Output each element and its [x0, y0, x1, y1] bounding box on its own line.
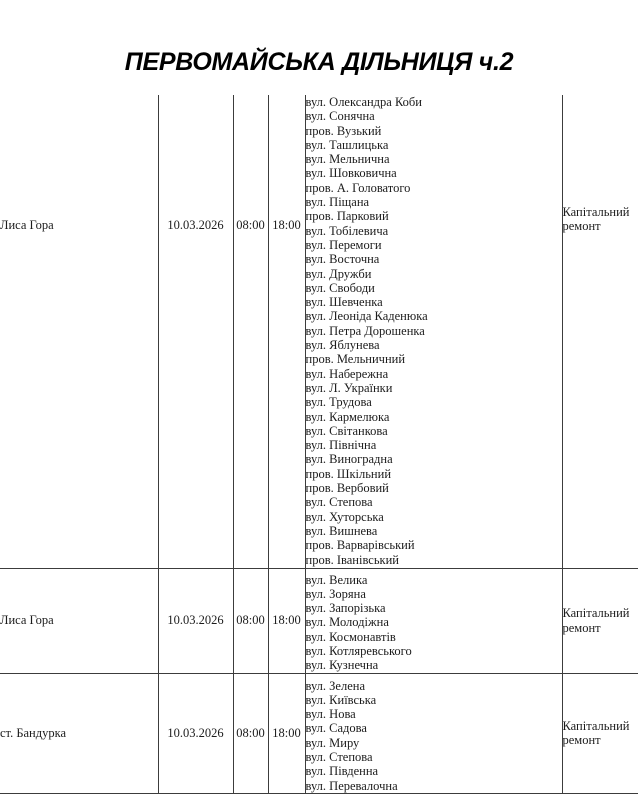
date-cell: 10.03.2026 [158, 673, 233, 793]
street-item: пров. Варварівський [305, 538, 415, 553]
location-cell: Лиса Гора [0, 95, 158, 568]
start-time-cell: 08:00 [233, 568, 268, 673]
street-item: вул. Дружби [305, 266, 372, 281]
street-item: вул. Мельнична [305, 152, 390, 167]
street-item: вул. Хуторська [305, 509, 384, 524]
streets-cell [305, 673, 562, 793]
street-item: вул. Ташлицька [305, 137, 389, 152]
location-cell: Лиса Гора [0, 568, 158, 673]
street-item: вул. Піщана [305, 195, 370, 210]
date-cell: 10.03.2026 [158, 568, 233, 673]
street-item: вул. Восточна [305, 252, 380, 267]
street-item: пров. А. Головатого [305, 180, 411, 195]
date-cell: 10.03.2026 [158, 95, 233, 568]
street-item: вул. Степова [305, 495, 373, 510]
street-item: вул. Південна [305, 764, 379, 779]
street-item: вул. Трудова [305, 395, 372, 410]
end-time-cell: 18:00 [268, 568, 305, 673]
streets-cell [305, 568, 562, 673]
street-item: вул. Олександра Коби [305, 95, 422, 109]
work-type-cell: Капітальний ремонт [562, 95, 638, 568]
location-cell: ст. Бандурка [0, 673, 158, 793]
streets-cell [305, 95, 562, 568]
work-type-cell: Капітальний ремонт [562, 673, 638, 793]
street-item: вул. Яблунева [305, 338, 380, 353]
end-time-cell: 18:00 [268, 673, 305, 793]
street-item: вул. Петра Дорошенка [305, 323, 425, 338]
street-item: вул. Молодіжна [305, 615, 389, 630]
start-time-cell: 08:00 [233, 95, 268, 568]
street-item: вул. Перевалочна [305, 778, 398, 793]
street-item: пров. Шкільний [305, 466, 392, 481]
street-item: вул. Кузнечна [305, 658, 379, 673]
page-title: ПЕРВОМАЙСЬКА ДІЛЬНИЦЯ ч.2 [124, 48, 514, 76]
street-item: пров. Мельничний [305, 352, 406, 367]
street-item: пров. Вербовий [305, 481, 389, 496]
street-item: вул. Миру [305, 735, 360, 750]
street-item: вул. Космонавтів [305, 629, 396, 644]
street-item: пров. Вузький [305, 123, 382, 138]
street-item: вул. Запорізька [305, 601, 386, 616]
street-item: вул. Вишнева [305, 523, 378, 538]
street-item: пров. Іванівський [305, 552, 399, 567]
schedule-table-body [0, 95, 638, 793]
table-row [0, 568, 638, 673]
street-item: вул. Леоніда Каденюка [305, 309, 428, 324]
street-item: вул. Садова [305, 721, 367, 736]
street-item: вул. Степова [305, 750, 373, 765]
street-item: вул. Велика [305, 572, 368, 587]
street-item: вул. Виноградна [305, 452, 393, 467]
street-item: вул. Л. Українки [305, 380, 393, 395]
street-item: вул. Тобілевича [305, 223, 389, 238]
street-item: пров. Парковий [305, 209, 389, 224]
street-item: вул. Нова [305, 707, 356, 722]
street-item: вул. Перемоги [305, 237, 382, 252]
street-item: вул. Кармелюка [305, 409, 390, 424]
table-row [0, 95, 638, 568]
start-time-cell: 08:00 [233, 673, 268, 793]
street-item: вул. Шовковична [305, 166, 397, 181]
street-item: вул. Набережна [305, 366, 389, 381]
street-item: вул. Сонячна [305, 109, 375, 124]
table-row [0, 673, 638, 793]
street-item: вул. Київська [305, 692, 377, 707]
street-item: вул. Зелена [305, 678, 365, 693]
street-item: вул. Північна [305, 438, 377, 453]
street-item: вул. Світанкова [305, 423, 388, 438]
street-item: вул. Зоряна [305, 586, 366, 601]
outage-schedule-table [0, 95, 638, 794]
work-type-cell: Капітальний ремонт [562, 568, 638, 673]
end-time-cell: 18:00 [268, 95, 305, 568]
street-item: вул. Шевченка [305, 295, 383, 310]
street-item: вул. Котляревського [305, 643, 412, 658]
street-item: вул. Свободи [305, 280, 375, 295]
